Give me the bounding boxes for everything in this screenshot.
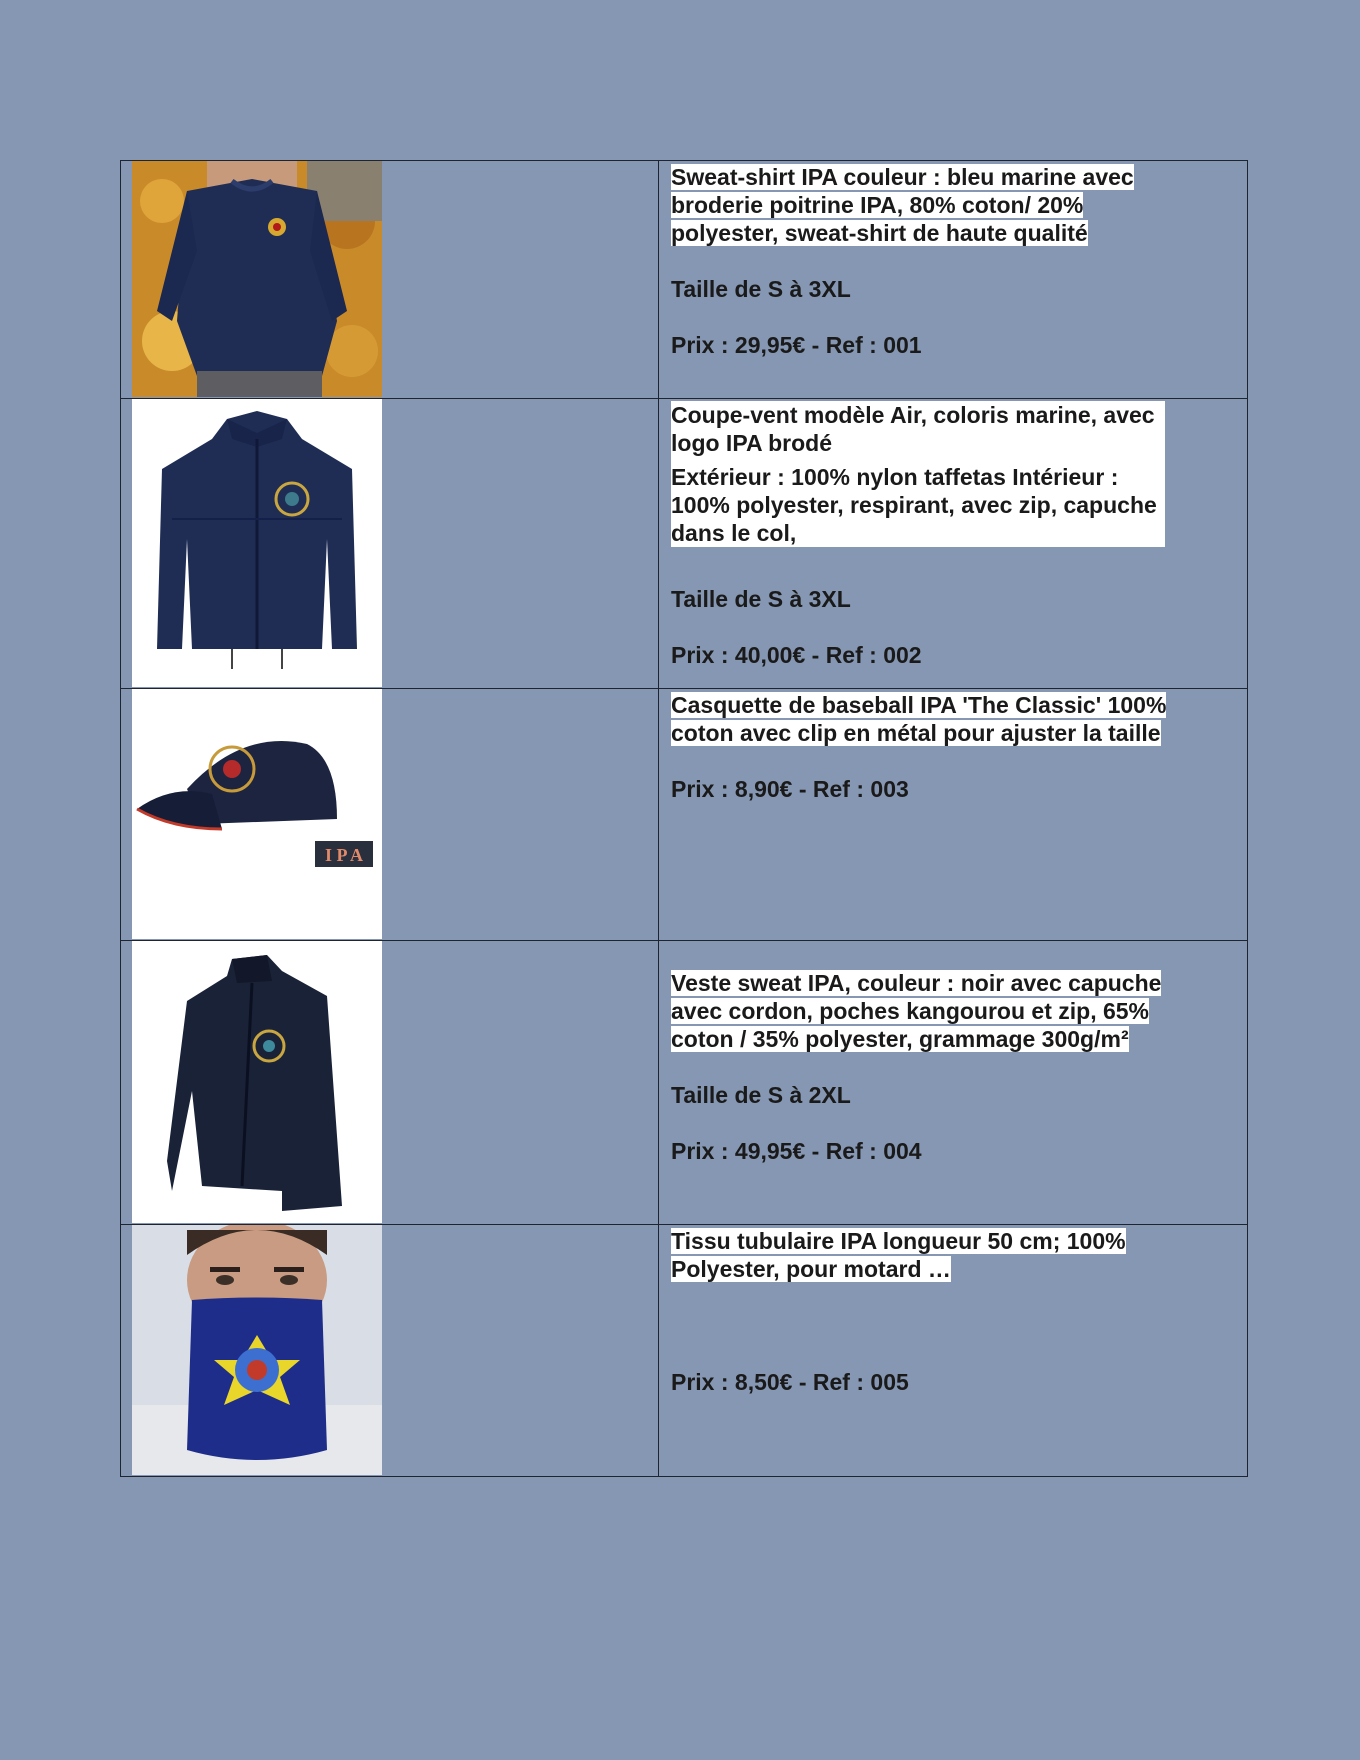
table-row [121, 161, 1248, 399]
product-table [120, 160, 1248, 1477]
product-description: Veste sweat IPA, couleur : noir avec capuche avec cordon, poches kangourou et zip, 65% coton / 35% polyester, grammage 300g/m² [671, 970, 1162, 1052]
description-cell [659, 161, 1248, 399]
product-materials: Extérieur : 100% nylon taffetas Intérieur : 100% polyester, respirant, avec zip, capuche dans le col, [671, 464, 1157, 546]
table-row [121, 1225, 1248, 1477]
product-description: Tissu tubulaire IPA longueur 50 cm; 100% Polyester, pour motard … [671, 1228, 1126, 1282]
table-row [121, 941, 1248, 1225]
description-cell [659, 1225, 1248, 1477]
table-row [121, 399, 1248, 689]
product-size: Taille de S à 3XL [671, 586, 851, 612]
image-cell [121, 399, 659, 689]
product-description: Sweat-shirt IPA couleur : bleu marine avec broderie poitrine IPA, 80% coton/ 20% polyester, sweat-shirt de haute qualité [671, 164, 1134, 246]
highlighted-description [671, 401, 1165, 547]
product-size: Taille de S à 3XL [671, 276, 851, 302]
image-cell [121, 161, 659, 399]
product-price: Prix : 40,00€ - Ref : 002 [671, 642, 922, 668]
description-cell [659, 399, 1248, 689]
sweatshirt-photo-icon [132, 161, 382, 397]
description-cell [659, 941, 1248, 1225]
image-cell [121, 689, 659, 941]
image-cell [121, 941, 659, 1225]
product-price: Prix : 8,50€ - Ref : 005 [671, 1369, 909, 1395]
product-price: Prix : 8,90€ - Ref : 003 [671, 776, 909, 802]
product-price: Prix : 49,95€ - Ref : 004 [671, 1138, 922, 1164]
product-size: Taille de S à 2XL [671, 1082, 851, 1108]
windbreaker-photo-icon [132, 399, 382, 687]
image-cell [121, 1225, 659, 1477]
ipa-badge: I P A [324, 845, 364, 865]
table-row [121, 689, 1248, 941]
description-cell [659, 689, 1248, 941]
fleece-jacket-photo-icon [132, 941, 382, 1223]
product-description: Coupe-vent modèle Air, coloris marine, avec logo IPA brodé [671, 402, 1155, 456]
product-description: Casquette de baseball IPA 'The Classic' 100% coton avec clip en métal pour ajuster la taille [671, 692, 1167, 746]
neck-gaiter-photo-icon [132, 1225, 382, 1475]
product-price: Prix : 29,95€ - Ref : 001 [671, 332, 922, 358]
cap-photo-icon [132, 689, 382, 939]
